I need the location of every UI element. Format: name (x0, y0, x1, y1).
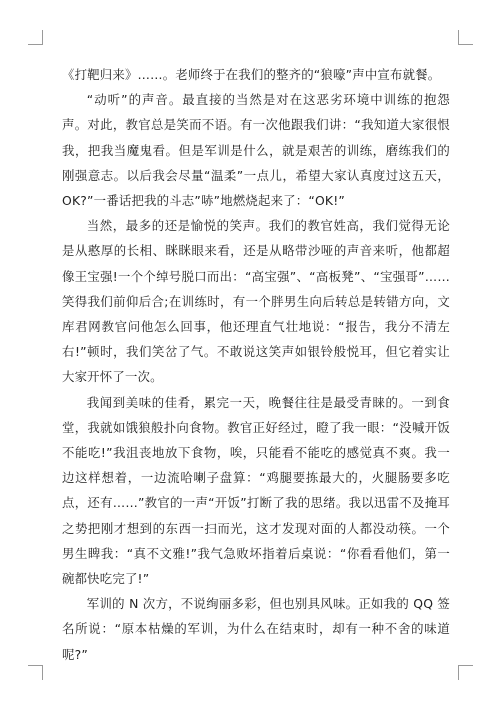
paragraph-1: 《打靶归来》……。老师终于在我们的整齐的“狼嚎”声中宣布就餐。 (62, 67, 441, 82)
crop-mark-top-left (28, 30, 43, 45)
document-body (62, 62, 450, 667)
crop-mark-bottom-right (458, 665, 473, 680)
paragraph-2: “动听”的声音。最直接的当然是对在这恶劣环境中训练的抱怨声。对此，教官总是笑而不语。有一次他跟我们讲：“我知道大家很恨我，把我当魔鬼看。但是军训是什么，就是艰苦的训练，磨练我们的刚强意志。以后我会尽量“温柔”一点儿，希望大家认真度过这五天，OK?”一番话把我的斗志”哧”地燃烧起来了：“OK!” (62, 92, 450, 209)
crop-mark-top-right (458, 30, 473, 45)
paragraph-4: 我闻到美味的佳肴，累完一天，晚餐往往是最受青睐的。一到食堂，我就如饿狼般扑向食物。教官正好经过，瞪了我一眼：“没喊开饭不能吃!”我沮丧地放下食物，唉，只能看不能吃的感觉真不爽。我一边这样想着，一边流哈喇子盘算：“鸡腿要拣最大的，火腿肠要多吃点，还有……”教官的一声“开饭”打断了我的思绪。我以迅雷不及掩耳之势把刚才想到的东西一扫而光，这才发现对面的人都没动筷。一个男生睥我：“真不文雅!”我气急败坏指着后桌说：“你看看他们，第一碗都快吃完了!” (62, 394, 450, 587)
paragraph-5: 军训的 N 次方，不说绚丽多彩，但也别具风味。正如我的 QQ 签名所说：“原本枯燥的军训，为什么在结束时，却有一种不舍的味道呢?” (62, 596, 450, 662)
paragraph-3: 当然，最多的还是愉悦的笑声。我们的教官姓高，我们觉得无论是从憨厚的长相、眯眯眼来看，还是从略带沙哑的声音来听，他都超像王宝强!一个个绰号脱口而出：“高宝强”、“高板凳”、“宝强哥”……笑得我们前仰后合;在训练时，有一个胖男生向后转总是转错方向，文库君网教官问他怎么回事，他还理直气壮地说：“报告，我分不清左右!”顿时，我们笑岔了气。不敢说这笑声如银铃般悦耳，但它着实让大家开怀了一次。 (62, 218, 450, 385)
crop-mark-bottom-left (28, 665, 43, 680)
